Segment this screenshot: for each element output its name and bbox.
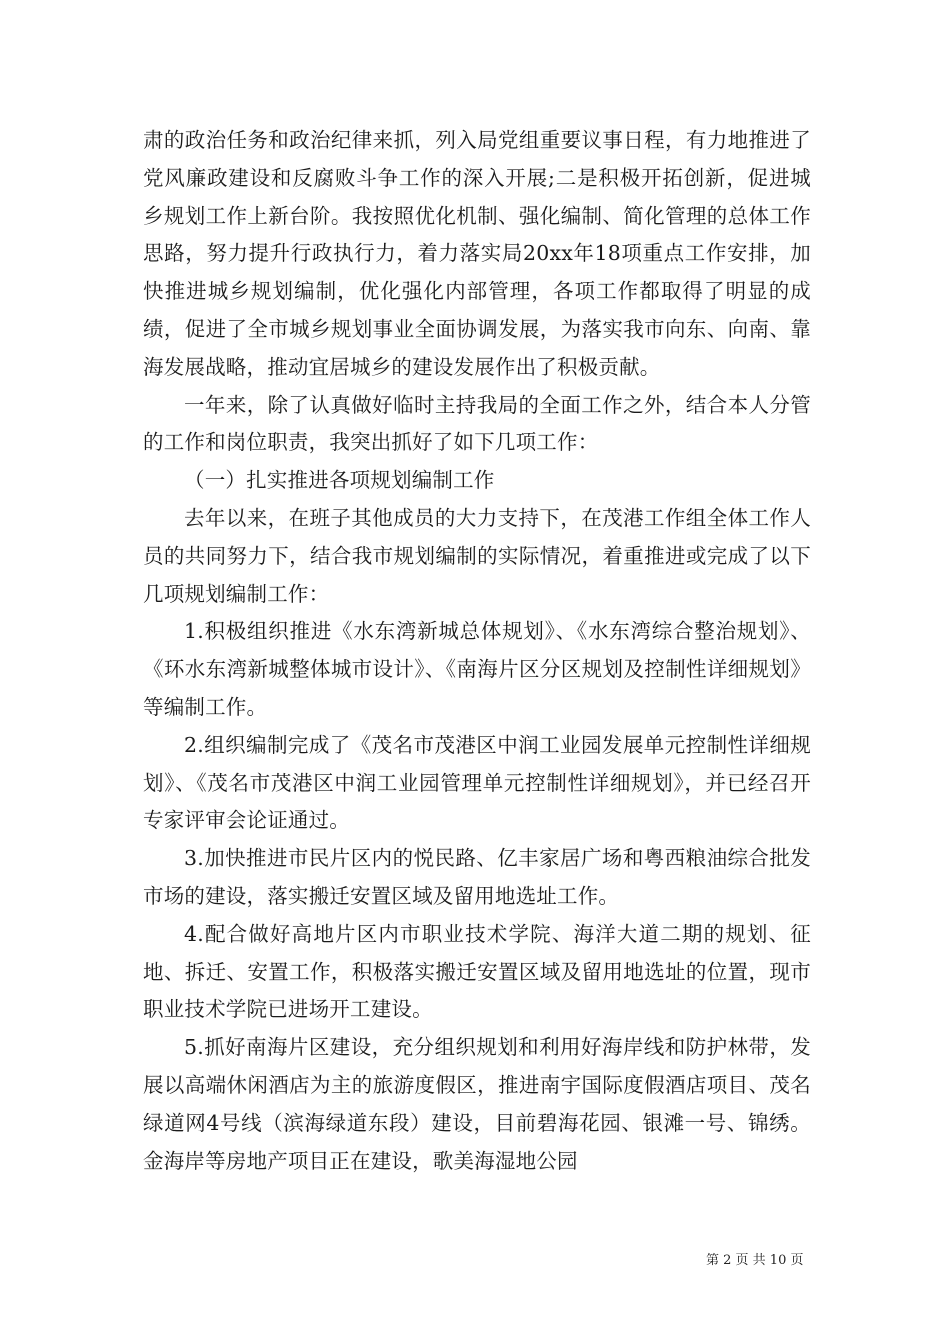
paragraph-continued: 肃的政治任务和政治纪律来抓，列入局党组重要议事日程，有力地推进了党风廉政建设和反腐败斗争工作的深入开展;二是积极开拓创新，促进城乡规划工作上新台阶。我按照优化机制、强化编制、简化管理的总体工作思路，努力提升行政执行力，着力落实局20xx年18项重点工作安排，加快推进城乡规划编制，优化强化内部管理，各项工作都取得了明显的成绩，促进了全市城乡规划事业全面协调发展，为落实我市向东、向南、靠海发展战略，推动宜居城乡的建设发展作出了积极贡献。	[143, 128, 811, 379]
paragraph-intro: 一年来，除了认真做好临时主持我局的全面工作之外，结合本人分管的工作和岗位职责，我突出抓好了如下几项工作：	[143, 392, 811, 455]
page-number-footer: 第 2 页 共 10 页	[706, 1253, 804, 1268]
section-heading: （一）扎实推进各项规划编制工作	[184, 468, 495, 493]
list-item-2: 2.组织编制完成了《茂名市茂港区中润工业园发展单元控制性详细规划》、《茂名市茂港区中润工业园管理单元控制性详细规划》，并已经召开专家评审会论证通过。	[143, 732, 811, 833]
list-item-3: 3.加快推进市民片区内的悦民路、亿丰家居广场和粤西粮油综合批发市场的建设，落实搬迁安置区域及留用地选址工作。	[143, 846, 811, 908]
list-item-1: 1.积极组织推进《水东湾新城总体规划》、《水东湾综合整治规划》、《环水东湾新城整体城市设计》、《南海片区分区规划及控制性详细规划》等编制工作。	[143, 619, 811, 719]
list-item-5: 5.抓好南海片区建设，充分组织规划和利用好海岸线和防护林带，发展以高端休闲酒店为主的旅游度假区，推进南宇国际度假酒店项目、茂名绿道网4号线（滨海绿道东段）建设，目前碧海花园、银滩一号、锦绣。金海岸等房地产项目正在建设，歌美海湿地公园	[143, 1035, 811, 1173]
document-body	[143, 122, 811, 1180]
paragraph-planning: 去年以来，在班子其他成员的大力支持下，在茂港工作组全体工作人员的共同努力下，结合我市规划编制的实际情况，着重推进或完成了以下几项规划编制工作：	[143, 505, 811, 606]
list-item-4: 4.配合做好高地片区内市职业技术学院、海洋大道二期的规划、征地、拆迁、安置工作，积极落实搬迁安置区域及留用地选址的位置，现市职业技术学院已进场开工建设。	[143, 921, 811, 1022]
